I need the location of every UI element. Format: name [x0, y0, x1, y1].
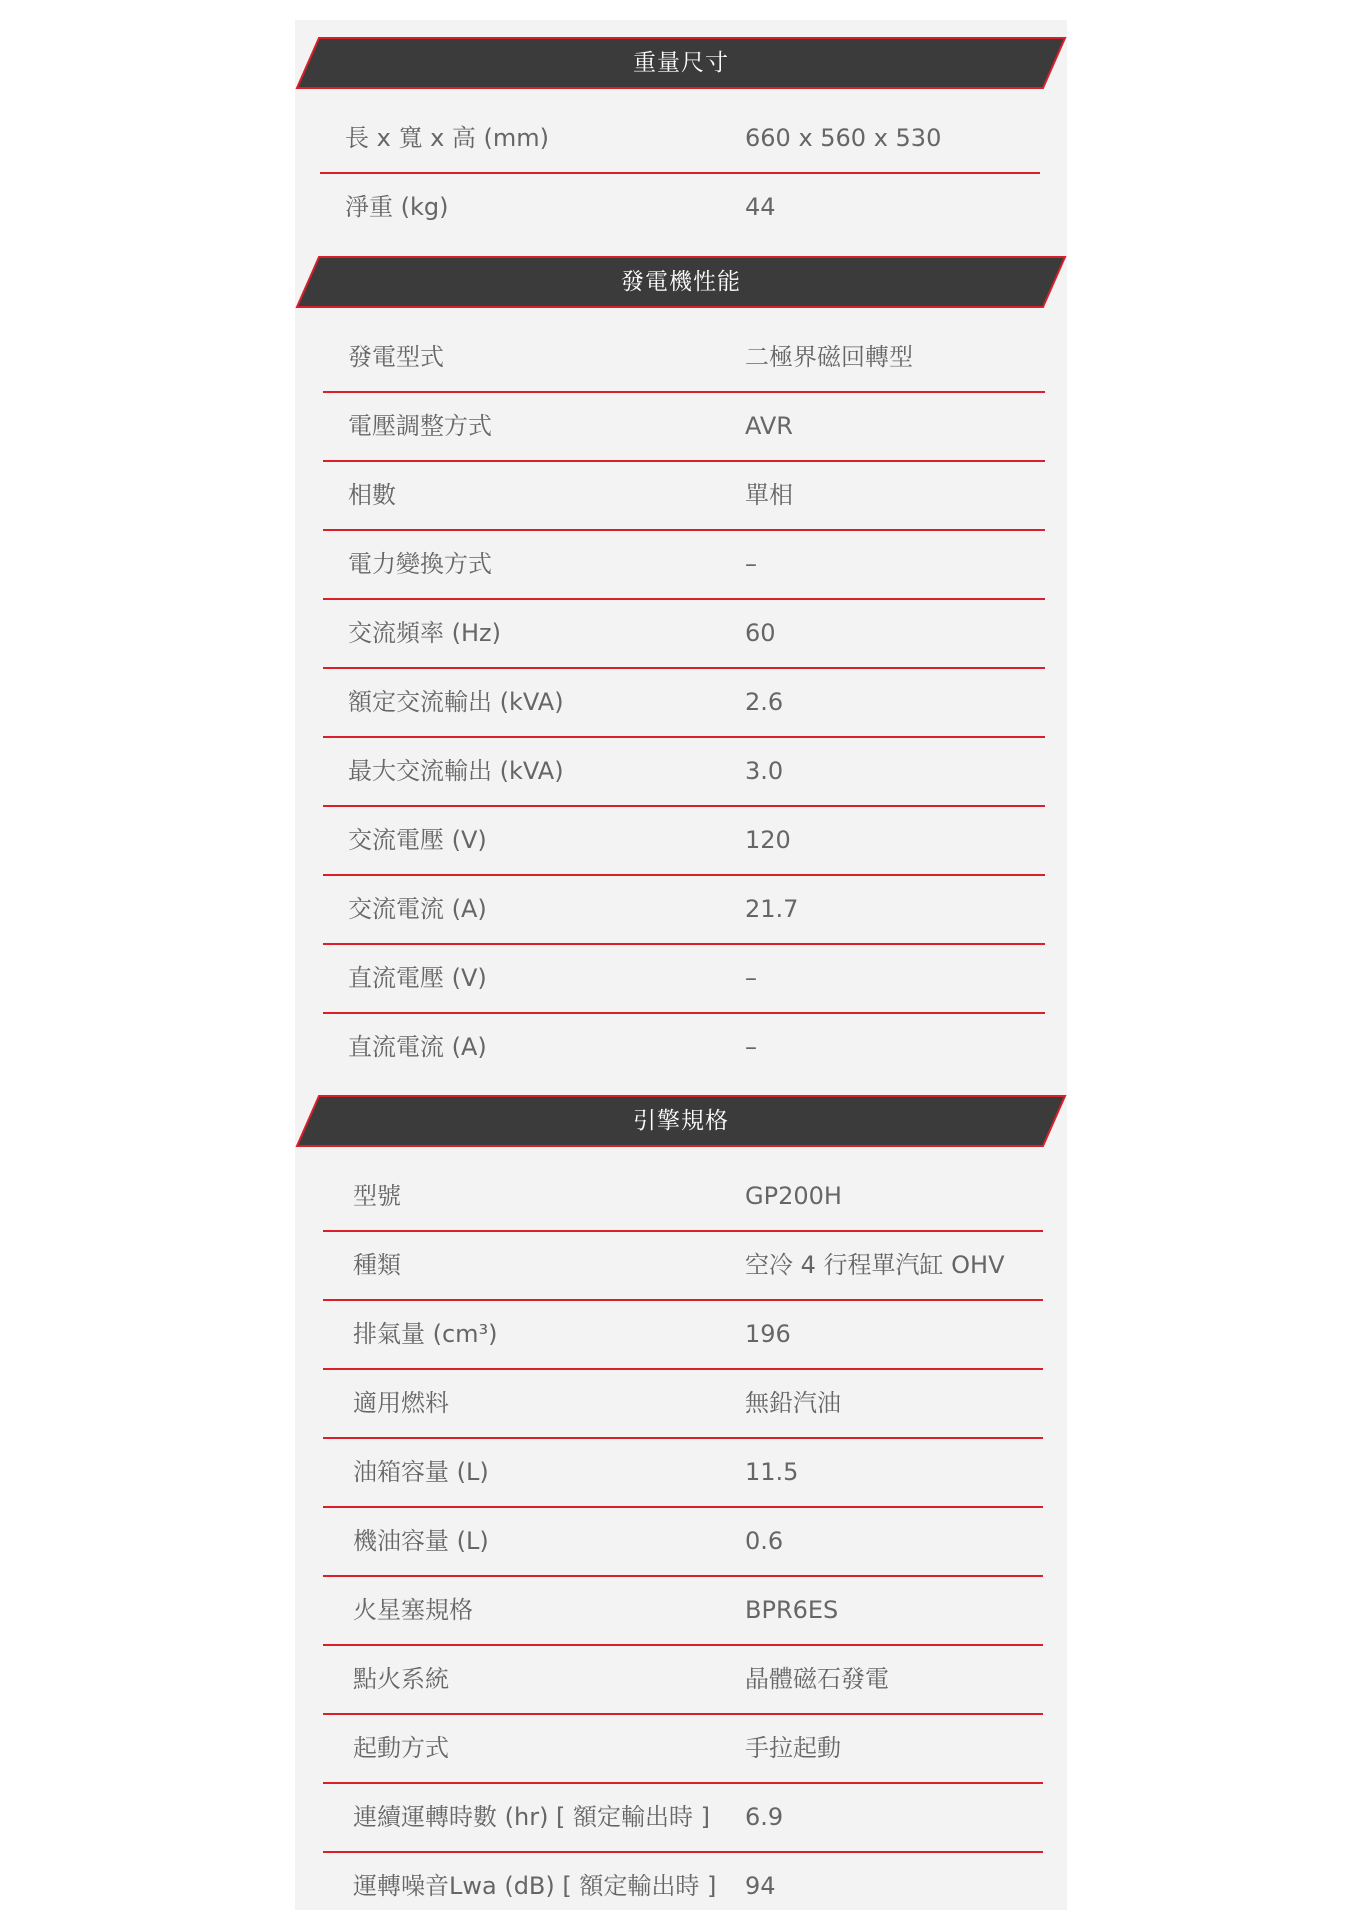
- spec-label: 型號: [353, 1182, 401, 1210]
- spec-label: 直流電流 (A): [348, 1033, 487, 1061]
- spec-label: 火星塞規格: [353, 1596, 473, 1624]
- spec-label: 點火系統: [353, 1665, 449, 1693]
- spec-label: 最大交流輸出 (kVA): [348, 757, 564, 785]
- spec-value: 21.7: [745, 895, 799, 923]
- section-title: 發電機性能: [621, 269, 741, 295]
- spec-row: [323, 1232, 1043, 1301]
- spec-value: 94: [745, 1872, 776, 1900]
- spec-label: 電力變換方式: [348, 550, 492, 578]
- spec-value: –: [745, 1033, 757, 1061]
- spec-label: 排氣量 (cm³): [353, 1320, 498, 1348]
- spec-label: 淨重 (kg): [345, 193, 449, 221]
- spec-value: 單相: [745, 481, 793, 509]
- spec-row: [323, 531, 1045, 600]
- spec-sheet: [295, 20, 1067, 1910]
- spec-row: [323, 1784, 1043, 1853]
- spec-row: [323, 669, 1045, 738]
- spec-label: 發電型式: [348, 343, 444, 371]
- section-banner-engine: [295, 1095, 1067, 1147]
- spec-label: 種類: [353, 1251, 401, 1279]
- spec-row: [323, 393, 1045, 462]
- spec-row: [323, 1370, 1043, 1439]
- spec-value: 無鉛汽油: [745, 1389, 841, 1417]
- spec-value: 二極界磁回轉型: [745, 343, 913, 371]
- spec-row: [323, 738, 1045, 807]
- spec-value: AVR: [745, 412, 793, 440]
- spec-label: 額定交流輸出 (kVA): [348, 688, 564, 716]
- spec-label: 交流電壓 (V): [348, 826, 487, 854]
- spec-row: [323, 1646, 1043, 1715]
- spec-value: GP200H: [745, 1182, 842, 1210]
- section-title: 引擎規格: [633, 1108, 729, 1134]
- spec-value: 2.6: [745, 688, 784, 716]
- spec-row: [323, 1715, 1043, 1784]
- section-title: 重量尺寸: [633, 50, 729, 76]
- spec-label: 適用燃料: [353, 1389, 449, 1417]
- spec-value: 空冷 4 行程單汽缸 OHV: [745, 1251, 1005, 1279]
- spec-label: 運轉噪音Lwa (dB) [ 額定輸出時 ]: [353, 1872, 717, 1900]
- spec-label: 機油容量 (L): [353, 1527, 489, 1555]
- spec-row: [323, 1577, 1043, 1646]
- spec-value: 660 x 560 x 530: [745, 124, 942, 152]
- spec-value: 44: [745, 193, 776, 221]
- spec-row: [323, 1014, 1045, 1083]
- spec-value: –: [745, 550, 757, 578]
- spec-value: 6.9: [745, 1803, 784, 1831]
- spec-row: [323, 1301, 1043, 1370]
- spec-label: 油箱容量 (L): [353, 1458, 489, 1486]
- spec-value: –: [745, 964, 757, 992]
- section-banner-dimensions: [295, 37, 1067, 89]
- spec-value: 0.6: [745, 1527, 784, 1555]
- spec-row: [323, 600, 1045, 669]
- spec-value: 120: [745, 826, 791, 854]
- spec-label: 交流電流 (A): [348, 895, 487, 923]
- spec-row: [323, 324, 1045, 393]
- spec-row: [323, 945, 1045, 1014]
- spec-row: [320, 105, 1040, 174]
- spec-row: [323, 1439, 1043, 1508]
- spec-label: 電壓調整方式: [348, 412, 492, 440]
- spec-label: 長 x 寬 x 高 (mm): [345, 124, 550, 152]
- spec-row: [323, 1508, 1043, 1577]
- spec-value: 60: [745, 619, 776, 647]
- spec-label: 連續運轉時數 (hr) [ 額定輸出時 ]: [353, 1803, 711, 1831]
- spec-row: [323, 807, 1045, 876]
- spec-row: [320, 174, 1040, 243]
- spec-label: 交流頻率 (Hz): [348, 619, 501, 647]
- spec-value: 3.0: [745, 757, 784, 785]
- spec-label: 起動方式: [353, 1734, 449, 1762]
- spec-value: BPR6ES: [745, 1596, 839, 1624]
- spec-value: 196: [745, 1320, 791, 1348]
- section-banner-generator: [295, 256, 1067, 308]
- spec-row: [323, 1163, 1043, 1232]
- spec-label: 直流電壓 (V): [348, 964, 487, 992]
- spec-value: 11.5: [745, 1458, 799, 1486]
- spec-label: 相數: [348, 481, 396, 509]
- spec-row: [323, 1853, 1043, 1922]
- spec-value: 手拉起動: [745, 1734, 841, 1762]
- spec-value: 晶體磁石發電: [745, 1665, 889, 1693]
- spec-row: [323, 462, 1045, 531]
- spec-row: [323, 876, 1045, 945]
